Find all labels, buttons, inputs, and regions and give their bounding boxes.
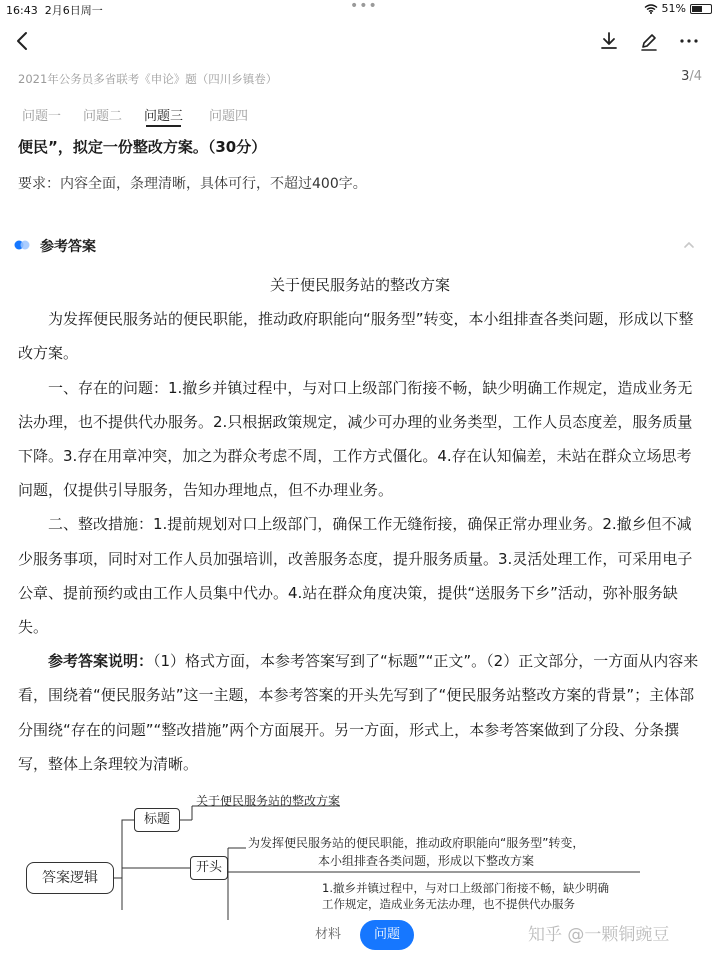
tab-question-2[interactable]: 问题二 xyxy=(83,109,123,124)
question-text: 便民”，拟定一份整改方案。（30分） xyxy=(18,138,267,156)
mindmap-problem-line-2: 工作规定，造成业务无法办理，也不提供代办服务 xyxy=(322,897,575,911)
question-tabs xyxy=(0,98,720,128)
answer-logic-mindmap xyxy=(20,790,680,920)
status-time: 16:43 2月6日周一 xyxy=(6,4,103,17)
tab-question-1[interactable]: 问题一 xyxy=(22,109,62,124)
page-indicator: 3/4 xyxy=(681,69,702,84)
multitask-dots-icon[interactable]: ••• xyxy=(350,0,378,14)
more-icon[interactable] xyxy=(678,30,700,52)
document-title: 2021年公务员多省联考《申论》题（四川乡镇卷） xyxy=(18,72,278,86)
answer-explanation-text: （1）格式方面，本参考答案写到了“标题”“正文”。（2）正文部分，一方面从内容来看，围绕着“便民服务站”这一主题，本参考答案的开头先写到了“便民服务站整改方案的背景”；主体部分围绕“存在的问题”“整改措施”两个方面展开。另一方面，形式上，本参考答案做到了分段、分条撰写，整体上条理较为清晰。 xyxy=(18,652,699,773)
battery-percent: 51% xyxy=(661,2,686,15)
status-right xyxy=(644,2,712,15)
top-toolbar xyxy=(0,22,720,62)
status-bar xyxy=(0,0,720,18)
tab-question-3[interactable]: 问题三 xyxy=(144,105,183,124)
mindmap-opening-line-2: 本小组排查各类问题，形成以下整改方案 xyxy=(318,854,535,868)
bottom-segment-nav xyxy=(302,916,418,954)
mindmap-node-title: 标题 xyxy=(134,808,180,832)
answer-header xyxy=(14,234,704,258)
mindmap-opening-line-1: 为发挥便民服务站的便民职能，推动政府职能向“服务型”转变， xyxy=(248,836,585,850)
answer-explanation-label: 参考答案说明： xyxy=(48,652,154,671)
answer-content xyxy=(18,268,702,781)
mindmap-title-text: 关于便民服务站的整改方案 xyxy=(196,794,341,808)
question-tab-button[interactable]: 问题 xyxy=(360,920,414,950)
answer-dot-icon xyxy=(14,239,30,251)
question-requirement: 要求：内容全面，条理清晰，具体可行，不超过400字。 xyxy=(18,176,367,192)
mindmap-root: 答案逻辑 xyxy=(26,862,114,894)
material-tab-button[interactable]: 材料 xyxy=(314,927,341,942)
answer-section-problems: 一、存在的问题：1.撤乡并镇过程中，与对口上级部门衔接不畅，缺少明确工作规定，造成业务无法办理，也不提供代办服务。2.只根据政策规定，减少可办理的业务类型，工作人员态度差，服务质量下降。3.存在用章冲突，加之为群众考虑不周，工作方式僵化。4.存在认知偏差，未站在群众立场思考问题，仅提供引导服务，告知办理地点，但不办理业务。 xyxy=(18,378,693,500)
wifi-icon xyxy=(644,4,658,14)
mindmap-problem-line-1: 1.撤乡并镇过程中，与对口上级部门衔接不畅，缺少明确 xyxy=(322,881,609,895)
watermark-text: 知乎 @一颗铜豌豆 xyxy=(528,925,670,945)
answer-intro: 为发挥便民服务站的便民职能，推动政府职能向“服务型”转变，本小组排查各类问题，形成以下整改方案。 xyxy=(18,310,694,363)
tab-question-4[interactable]: 问题四 xyxy=(209,109,249,124)
answer-header-label: 参考答案 xyxy=(40,239,96,255)
collapse-chevron-icon[interactable] xyxy=(682,238,696,252)
answer-title: 关于便民服务站的整改方案 xyxy=(269,276,450,294)
edit-icon[interactable] xyxy=(638,30,660,52)
answer-explanation xyxy=(18,644,702,781)
mindmap-node-opening: 开头 xyxy=(190,856,228,880)
back-arrow-icon[interactable] xyxy=(12,28,34,54)
battery-icon xyxy=(690,4,712,14)
answer-section-measures: 二、整改措施：1.提前规划对口上级部门，确保工作无缝衔接，确保正常办理业务。2.撤乡但不减少服务事项，同时对工作人员加强培训，改善服务态度，提升服务质量。3.灵活处理工作，可采用电子公章、提前预约或由工作人员集中代办。4.站在群众角度决策，提供“送服务下乡”活动，弥补服务缺失。 xyxy=(18,515,693,637)
document-title-row xyxy=(0,66,720,92)
download-icon[interactable] xyxy=(598,30,620,52)
